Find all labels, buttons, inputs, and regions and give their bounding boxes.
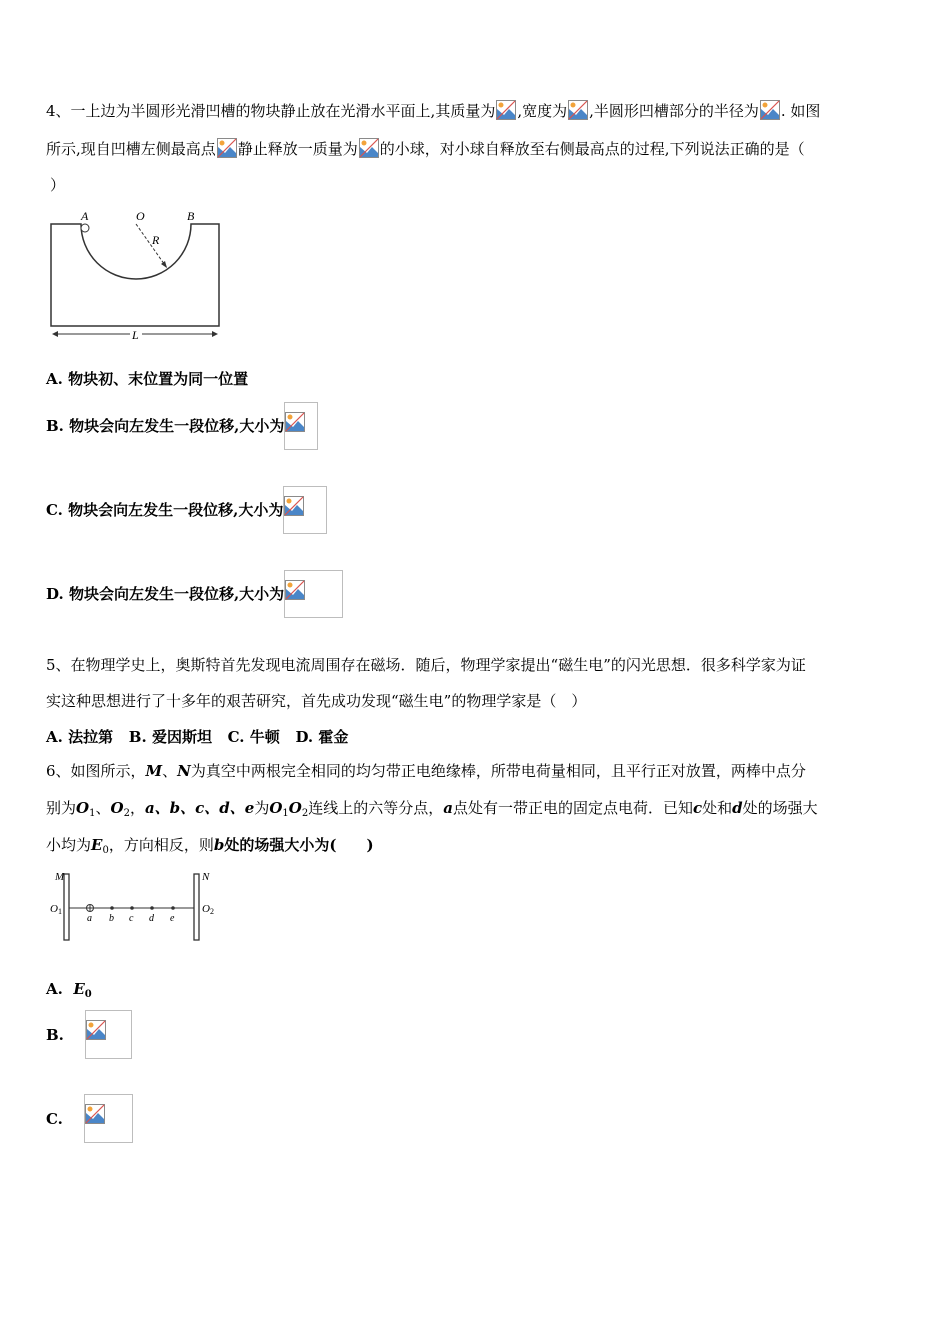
label-A: A bbox=[81, 209, 89, 223]
q6-option-b: B. bbox=[46, 1010, 132, 1059]
broken-image-icon bbox=[496, 100, 516, 120]
point-b bbox=[110, 906, 114, 910]
point-e bbox=[171, 906, 175, 910]
broken-image-icon bbox=[217, 138, 237, 158]
q6-option-c: C. bbox=[46, 1094, 133, 1143]
label-d: d bbox=[149, 913, 154, 924]
q6-option-a: A. $E_0$ bbox=[46, 980, 92, 1000]
label-M: M bbox=[55, 871, 65, 883]
q6-rods-figure bbox=[46, 868, 222, 944]
q4-line-1: 4、一上边为半圆形光滑凹槽的物块静止放在光滑水平面上,其质量为 ,宽度为 ,半圆形凹槽部分的半径为 . 如图 bbox=[46, 102, 821, 120]
broken-image-icon bbox=[760, 100, 780, 120]
broken-image-icon bbox=[86, 1011, 106, 1031]
label-O1: O1 bbox=[50, 903, 62, 916]
q4-line-2: 所示,现自凹槽左侧最高点 静止释放一质量为 的小球，对小球自释放至右侧最高点的过程,下列说法正确的是（ bbox=[46, 140, 805, 158]
answer-image-box bbox=[284, 570, 343, 618]
broken-image-icon bbox=[359, 138, 379, 158]
groove-block-outline bbox=[51, 224, 219, 326]
rod-M bbox=[64, 874, 69, 940]
label-R: R bbox=[152, 233, 160, 247]
length-arrow-right bbox=[212, 331, 218, 337]
q6-line-2: 别为$O_1$、$O_2$，a、b、c、d、e为$O_1O_2$连线上的六等分点，a点处有一带正电的固定点电荷．已知c处和d处的场强大 bbox=[46, 799, 818, 819]
rod-N bbox=[194, 874, 199, 940]
broken-image-icon bbox=[568, 100, 588, 120]
point-d bbox=[150, 906, 154, 910]
broken-image-icon bbox=[284, 487, 304, 507]
label-O2: O2 bbox=[202, 903, 214, 916]
q5-line-1: 5、在物理学史上，奥斯特首先发现电流周围存在磁场．随后，物理学家提出“磁生电”的闪光思想．很多科学家为证 bbox=[46, 656, 806, 674]
broken-image-icon bbox=[285, 403, 305, 423]
broken-image-icon bbox=[85, 1095, 105, 1115]
ball bbox=[81, 224, 89, 232]
q4-option-c: C. 物块会向左发生一段位移,大小为 bbox=[46, 486, 327, 534]
label-O: O bbox=[136, 209, 145, 223]
length-arrow-left bbox=[52, 331, 58, 337]
broken-image-icon bbox=[285, 571, 305, 591]
q4-option-d: D. 物块会向左发生一段位移,大小为 bbox=[46, 570, 343, 618]
label-b: b bbox=[109, 913, 114, 924]
label-c: c bbox=[129, 913, 134, 924]
point-c bbox=[130, 906, 134, 910]
answer-image-box bbox=[84, 1094, 133, 1143]
q4-option-b: B. 物块会向左发生一段位移,大小为 bbox=[46, 402, 318, 450]
label-N: N bbox=[202, 871, 210, 883]
q6-line-3: 小均为$E_0$，方向相反，则b处的场强大小为( ) bbox=[46, 836, 374, 856]
q4-groove-figure bbox=[44, 204, 226, 344]
answer-image-box bbox=[283, 486, 327, 534]
answer-image-box bbox=[85, 1010, 132, 1059]
answer-image-box bbox=[284, 402, 318, 450]
q5-options: A. 法拉第 B. 爱因斯坦 C. 牛顿 D. 霍金 bbox=[46, 728, 349, 746]
q4-line-3: ） bbox=[50, 176, 66, 194]
label-e: e bbox=[170, 913, 175, 924]
q4-option-a: A. 物块初、末位置为同一位置 bbox=[46, 370, 249, 388]
label-B: B bbox=[187, 209, 195, 223]
q5-line-2: 实这种思想进行了十多年的艰苦研究，首先成功发现“磁生电”的物理学家是（ ） bbox=[46, 692, 587, 710]
label-a: a bbox=[87, 913, 92, 924]
q6-line-1: 6、如图所示，M、N为真空中两根完全相同的均匀带正电绝缘棒，所带电荷量相同，且平行正对放置，两棒中点分 bbox=[46, 762, 806, 780]
label-L: L bbox=[132, 328, 139, 342]
radius-arrowhead bbox=[161, 261, 167, 268]
